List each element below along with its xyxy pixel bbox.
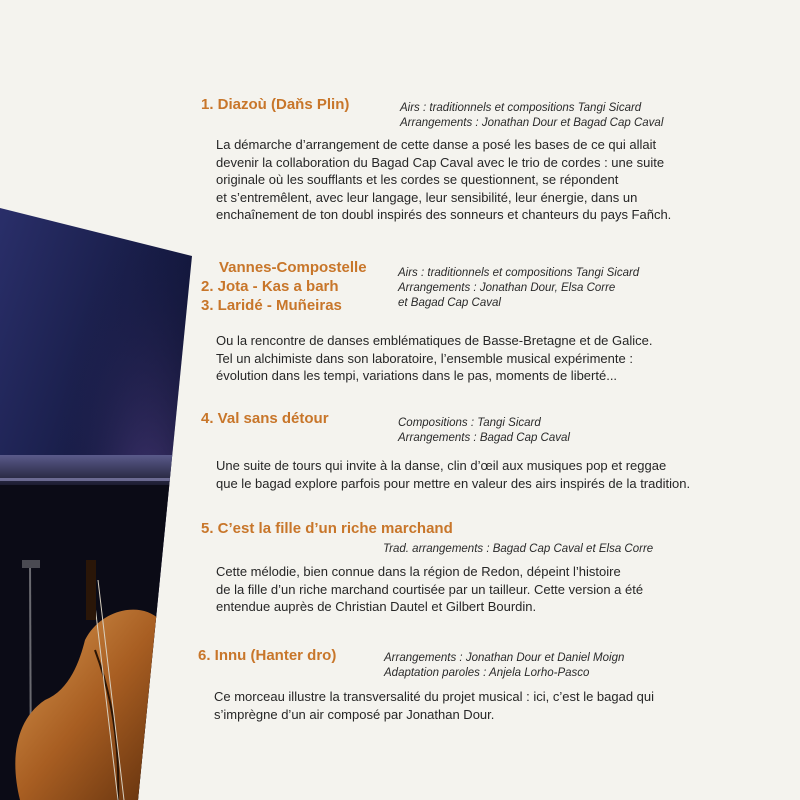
track-5-credits [383, 542, 653, 557]
track-6-title: 6. Innu (Hanter dro) [198, 647, 337, 664]
track-4-title: 4. Val sans détour [201, 410, 329, 427]
desc-line: Ou la rencontre de danses emblématiques de Basse-Bretagne et de Galice. [216, 333, 653, 348]
desc-line: s’imprègne d’un air composé par Jonathan Dour. [214, 706, 495, 722]
credit-line: Compositions : Tangi Sicard [398, 417, 541, 429]
title-line: 2. Jota - Kas a barh [201, 278, 339, 295]
desc-line: Ce morceau illustre la transversalité du projet musical : ici, c’est le bagad qui [214, 689, 655, 704]
desc-line: La démarche d’arrangement de cette danse a posé les bases de ce qui allait [216, 137, 657, 152]
track-2-3-description [216, 332, 652, 385]
desc-line: que le bagad explore parfois pour mettre en valeur des airs inspirés de la tradition. [216, 475, 691, 491]
track-4-credits [398, 416, 570, 446]
title-line: Vannes-Compostelle [219, 259, 367, 276]
credit-line: Adaptation paroles : Anjela Lorho-Pasco [384, 667, 590, 679]
desc-line: Une suite de tours qui invite à la danse, clin d’œil aux musiques pop et reggae [216, 458, 667, 473]
track-2-3-title [201, 258, 367, 315]
track-2-3-credits [398, 266, 639, 311]
credit-line: Trad. arrangements : Bagad Cap Caval et Elsa Corre [383, 543, 654, 555]
credit-line: Arrangements : Jonathan Dour, Elsa Corre [398, 282, 616, 294]
track-1-title: 1. Diazoù (Daňs Plin) [201, 96, 350, 113]
desc-line: originale où les soufflants et les cordes se questionnent, se répondent [216, 172, 619, 187]
track-6-description [214, 688, 654, 723]
desc-line: et s’entremêlent, avec leur langage, leur sensibilité, leur énergie, dans un [216, 189, 638, 205]
credit-line: Airs : traditionnels et compositions Tangi Sicard [400, 102, 642, 114]
track-4-description [216, 457, 690, 492]
title-line: 3. Laridé - Muñeiras [201, 297, 342, 314]
desc-line: entendue auprès de Christian Dautel et Gilbert Bourdin. [216, 599, 537, 614]
track-1-description [216, 136, 671, 224]
desc-line: enchaînement de ton doubl inspirés des sonneurs et chanteurs du pays Fañch. [216, 207, 672, 222]
credit-line: Arrangements : Bagad Cap Caval [398, 432, 570, 444]
credit-line: Arrangements : Jonathan Dour et Daniel Moign [384, 652, 625, 664]
track-5-description [216, 563, 643, 616]
desc-line: Tel un alchimiste dans son laboratoire, l’ensemble musical expérimente : [216, 350, 633, 366]
desc-line: de la fille d’un riche marchand courtisée par un tailleur. Cette version a été [216, 581, 644, 597]
desc-line: évolution dans les tempi, variations dans le pas, moments de liberté... [216, 368, 618, 383]
desc-line: Cette mélodie, bien connue dans la région de Redon, dépeint l’histoire [216, 564, 621, 579]
credit-line: Arrangements : Jonathan Dour et Bagad Cap Caval [400, 117, 664, 129]
track-1-credits [400, 101, 663, 131]
credit-line: et Bagad Cap Caval [398, 297, 501, 309]
credit-line: Airs : traditionnels et compositions Tangi Sicard [398, 267, 640, 279]
desc-line: devenir la collaboration du Bagad Cap Caval avec le trio de cordes : une suite [216, 154, 665, 170]
track-6-credits [384, 651, 624, 681]
track-5-title: 5. C’est la fille d’un riche marchand [201, 520, 453, 537]
